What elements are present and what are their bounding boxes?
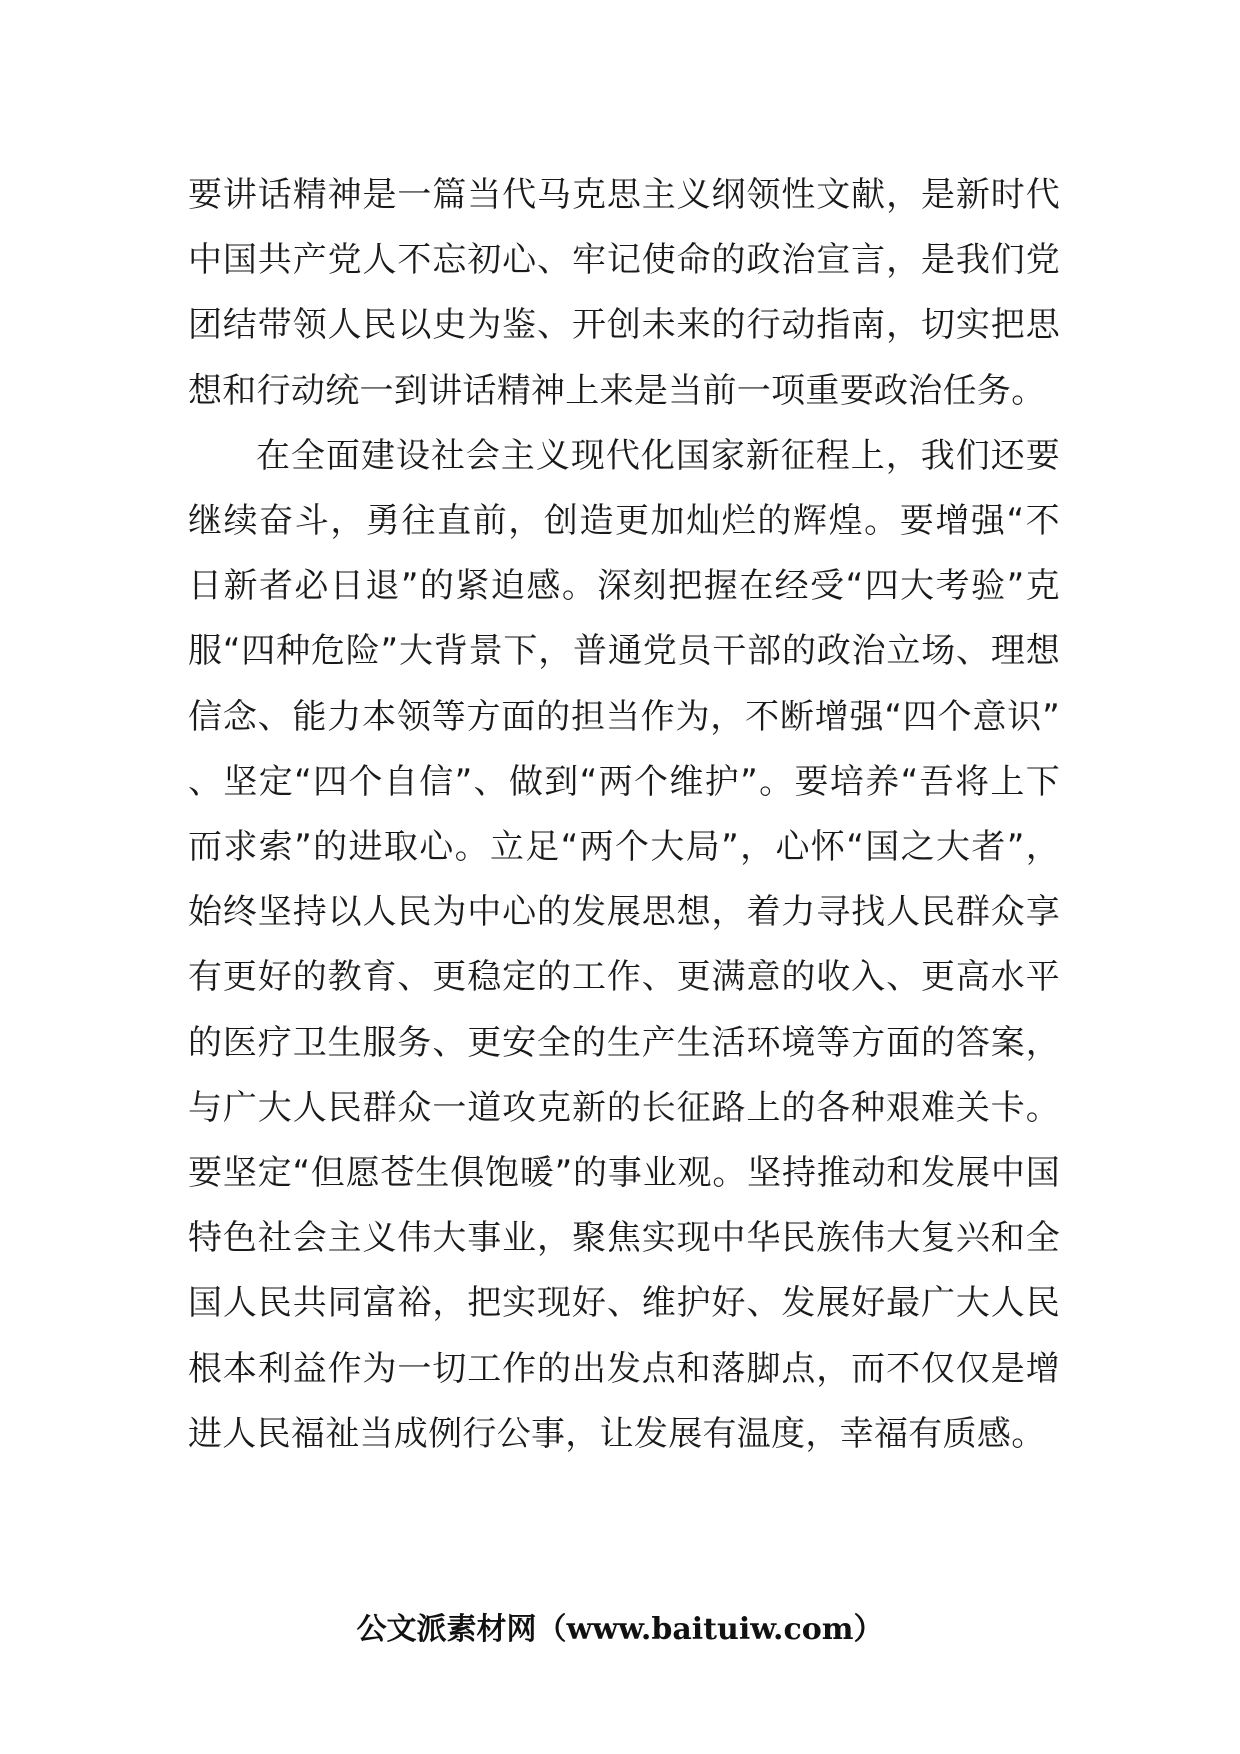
paragraph-main: 在全面建设社会主义现代化国家新征程上，我们还要继续奋斗，勇往直前，创造更加灿烂的辉煌。要增强“不日新者必日退”的紧迫感。深刻把握在经受“四大考验”克服“四种危险”大背景下，普通党员干部的政治立场、理想信念、能力本领等方面的担当作为，不断增强“四个意识”、坚定“四个自信”、做到“两个维护”。要培养“吾将上下而求索”的进取心。立足“两个大局”，心怀“国之大者”，始终坚持以人民为中心的发展思想，着力寻找人民群众享有更好的教育、更稳定的工作、更满意的收入、更高水平的医疗卫生服务、更安全的生产生活环境等方面的答案，与广大人民群众一道攻克新的长征路上的各种艰难关卡。要坚定“但愿苍生俱饱暖”的事业观。坚持推动和发展中国特色社会主义伟大事业，聚焦实现中华民族伟大复兴和全国人民共同富裕，把实现好、维护好、发展好最广大人民根本利益作为一切工作的出发点和落脚点，而不仅仅是增进人民福祉当成例行公事，让发展有温度，幸福有质感。 xyxy=(188,435,1060,1454)
footer-watermark-text: 公文派素材网（www.baituiw.com） xyxy=(356,1612,884,1647)
document-body xyxy=(188,163,1060,1467)
paragraph-continuation: 要讲话精神是一篇当代马克思主义纲领性文献，是新时代中国共产党人不忘初心、牢记使命的政治宣言，是我们党团结带领人民以史为鉴、开创未来的行动指南，切实把思想和行动统一到讲话精神上来是当前一项重要政治任务。 xyxy=(188,175,1060,411)
